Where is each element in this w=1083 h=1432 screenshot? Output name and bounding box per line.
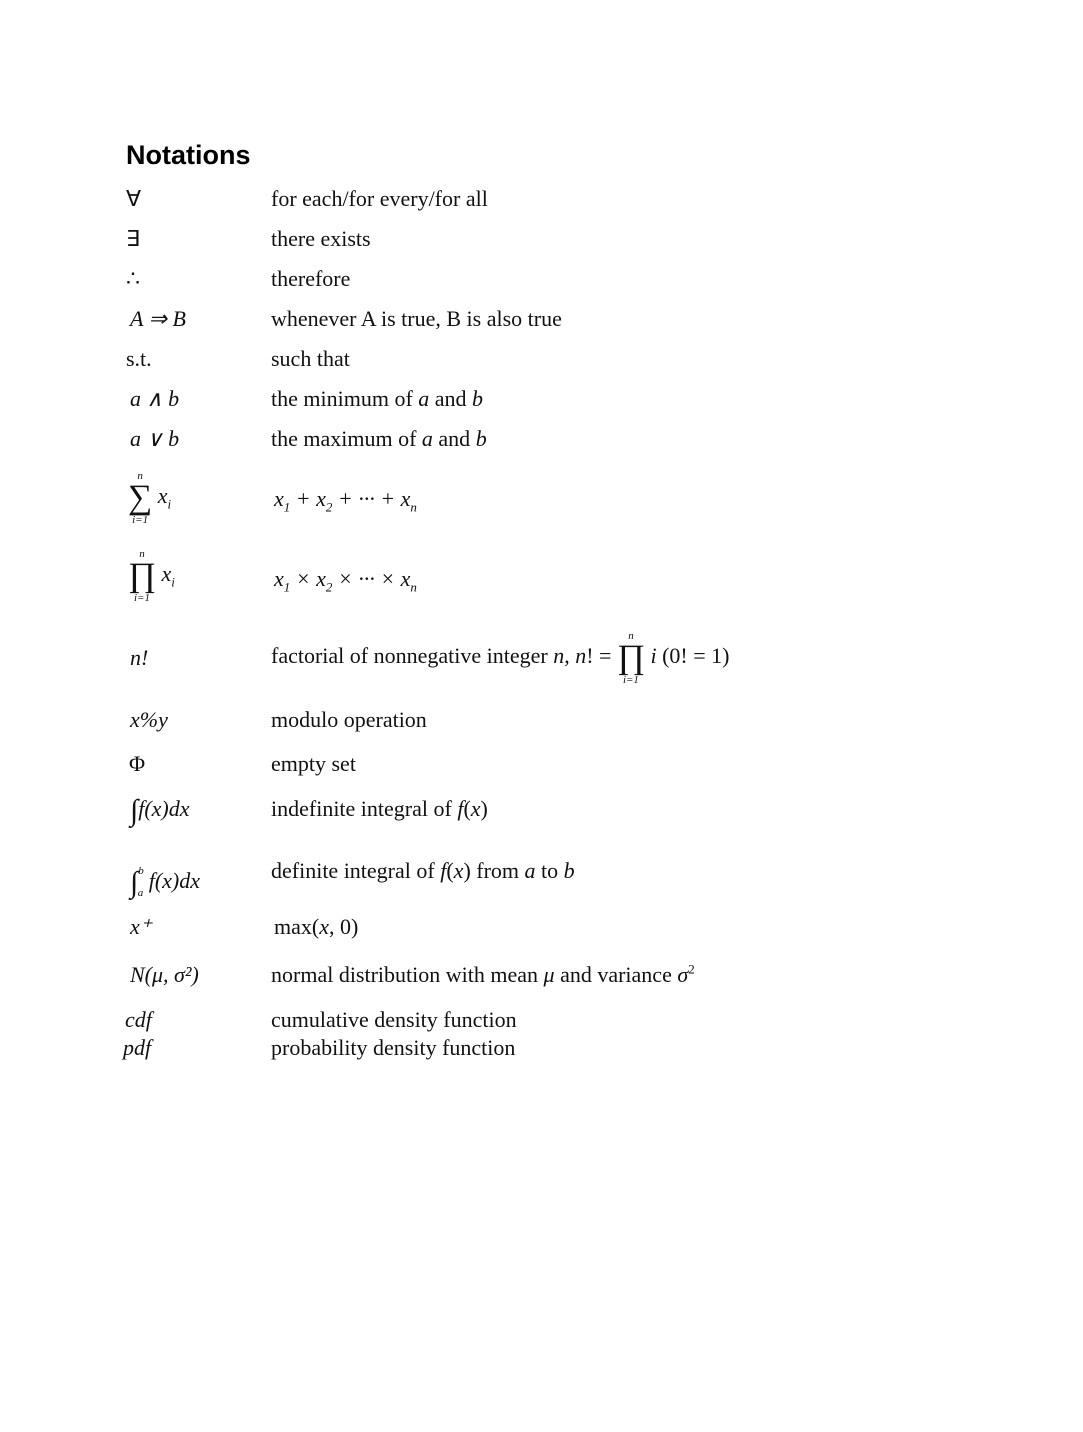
symbol-exists: ∃ <box>126 226 140 251</box>
symbol-empty-set: Φ <box>129 751 146 776</box>
description-summation: $x_1 + x_2$ + ··· + $x_n$ <box>274 486 417 515</box>
description-empty-set: empty set <box>271 751 356 776</box>
symbol-pdf: pdf <box>123 1035 152 1060</box>
description-maximum: the maximum of a and b <box>271 426 487 451</box>
description-definite-integral: definite integral of f(x) from a to b <box>271 858 575 883</box>
description-implies: whenever A is true, B is also true <box>271 306 562 331</box>
symbol-definite-integral: ∫$^b_a$ f(x)dx <box>130 865 201 899</box>
description-product: $x_1 \times x_2$ × ··· × $x_n$ <box>274 566 417 595</box>
description-such-that: such that <box>271 346 350 371</box>
symbol-therefore: ∴ <box>126 266 140 291</box>
page-title: Notations <box>126 140 251 170</box>
description-therefore: therefore <box>271 266 351 291</box>
description-for-all: for each/for every/for all <box>271 186 488 211</box>
symbol-for-all: ∀ <box>126 186 142 211</box>
description-normal-distribution: normal distribution with mean μ and variance $\sigma^2$ <box>271 961 695 987</box>
symbol-normal-distribution: N(μ, σ²) <box>130 962 199 987</box>
symbol-modulo: x%y <box>130 707 168 732</box>
symbol-positive-part: x⁺ <box>130 914 152 939</box>
symbol-factorial: n! <box>130 645 149 670</box>
symbol-cdf: cdf <box>125 1007 152 1032</box>
symbol-implies: A ⇒ B <box>130 306 186 331</box>
description-minimum: the minimum of a and b <box>271 386 484 411</box>
description-pdf: probability density function <box>271 1035 516 1060</box>
description-indefinite-integral: indefinite integral of f(x) <box>271 796 488 821</box>
symbol-product: n ∏ i=1 $x_i$ <box>128 548 175 604</box>
description-cdf: cumulative density function <box>271 1007 517 1032</box>
symbol-minimum: a ∧ b <box>130 386 180 411</box>
description-factorial: factorial of nonnegative integer n, n! = n ∏ i=1 i (0! = 1) <box>271 630 730 686</box>
symbol-summation: n ∑ i=1 $x_i$ <box>128 470 172 526</box>
description-positive-part: max(x, 0) <box>274 914 359 939</box>
symbol-maximum: a ∨ b <box>130 426 180 451</box>
description-modulo: modulo operation <box>271 707 427 732</box>
description-exists: there exists <box>271 226 371 251</box>
symbol-indefinite-integral: ∫f(x)dx <box>130 794 190 827</box>
symbol-such-that: s.t. <box>126 346 152 371</box>
